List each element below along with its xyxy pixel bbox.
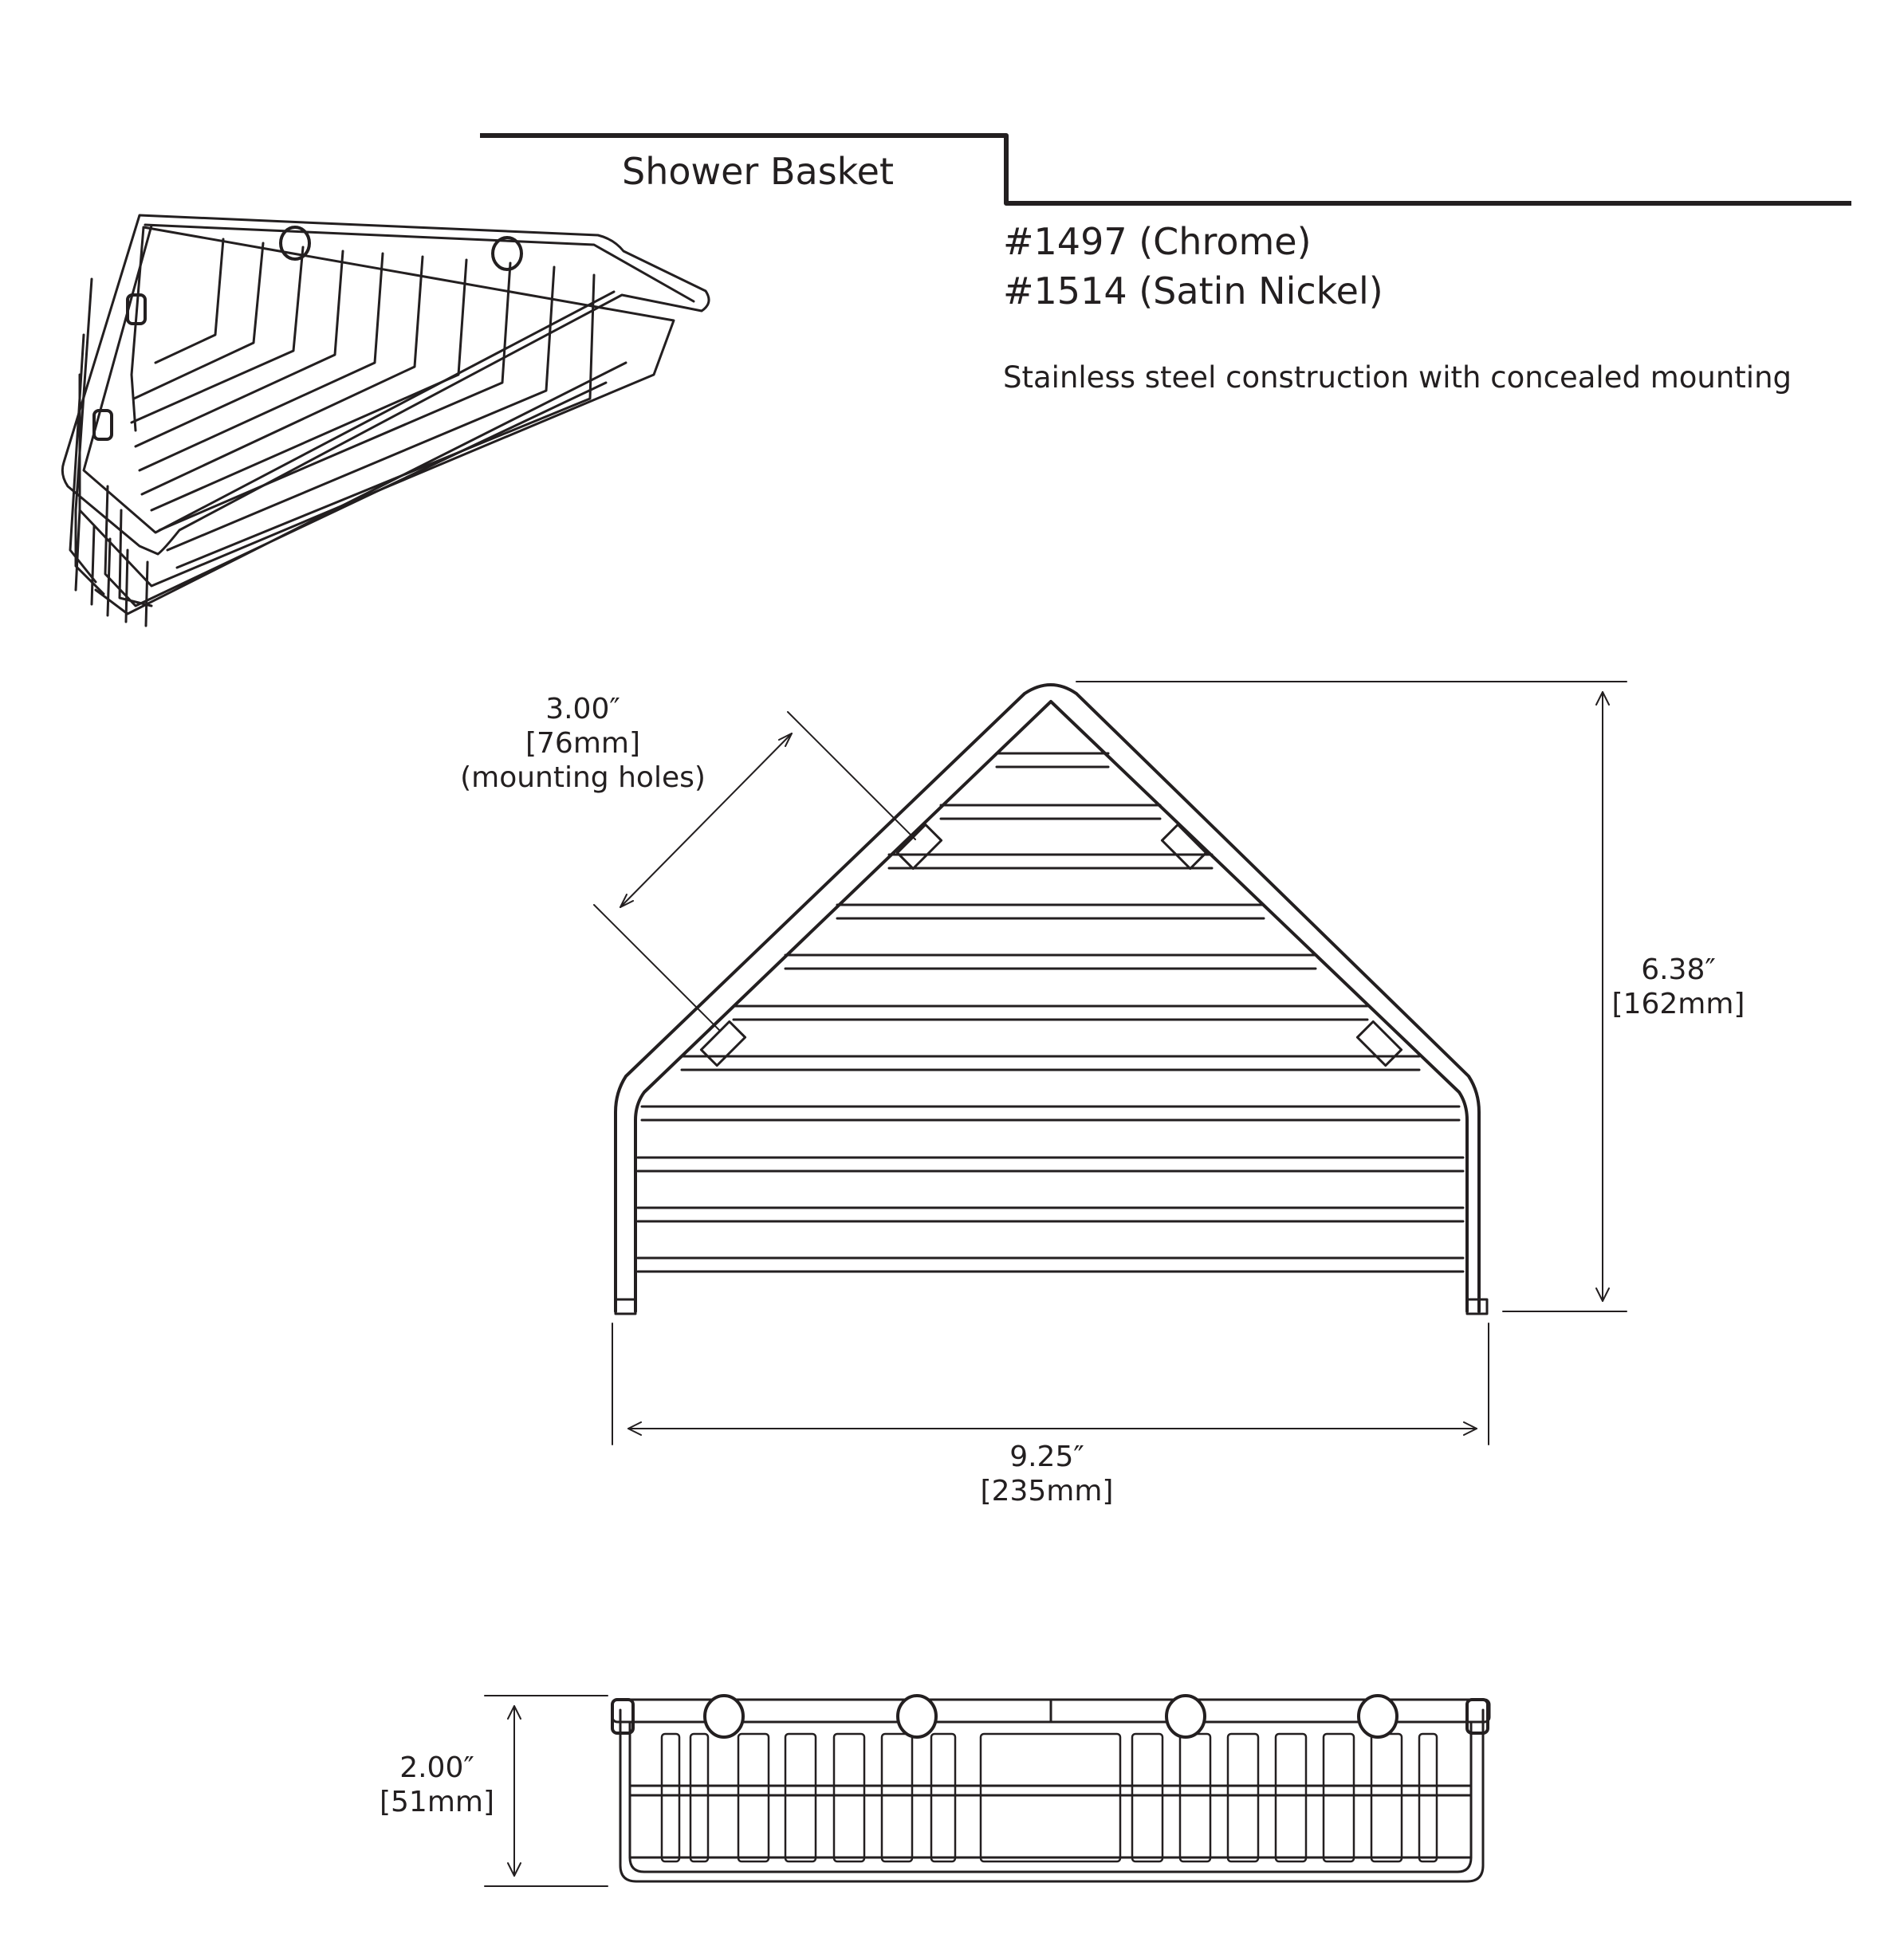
depth-mm: [162mm] [1611, 988, 1745, 1021]
mounting-holes-inches: 3.00″ [545, 693, 620, 725]
mounting-holes-dimension [460, 692, 706, 796]
mounting-holes-mm: [76mm] [525, 727, 641, 761]
mounting-holes-note: (mounting holes) [460, 761, 706, 795]
dimension-lines [485, 682, 1627, 1886]
width-inches: 9.25″ [1009, 1441, 1084, 1473]
height-mm: [51mm] [379, 1786, 495, 1819]
width-mm: [235mm] [980, 1475, 1114, 1508]
height-inches: 2.00″ [399, 1751, 474, 1784]
front-view [612, 1696, 1489, 1881]
depth-dimension [1612, 953, 1745, 1021]
width-dimension [981, 1440, 1114, 1508]
height-dimension [380, 1751, 494, 1819]
model-satin-nickel: #1514 (Satin Nickel) [1003, 269, 1383, 313]
product-description: Stainless steel construction with concealed mounting [1003, 360, 1792, 395]
page-title: Shower Basket [622, 150, 895, 193]
model-chrome: #1497 (Chrome) [1003, 220, 1312, 263]
depth-inches: 6.38″ [1641, 953, 1716, 986]
isometric-view [62, 215, 709, 626]
